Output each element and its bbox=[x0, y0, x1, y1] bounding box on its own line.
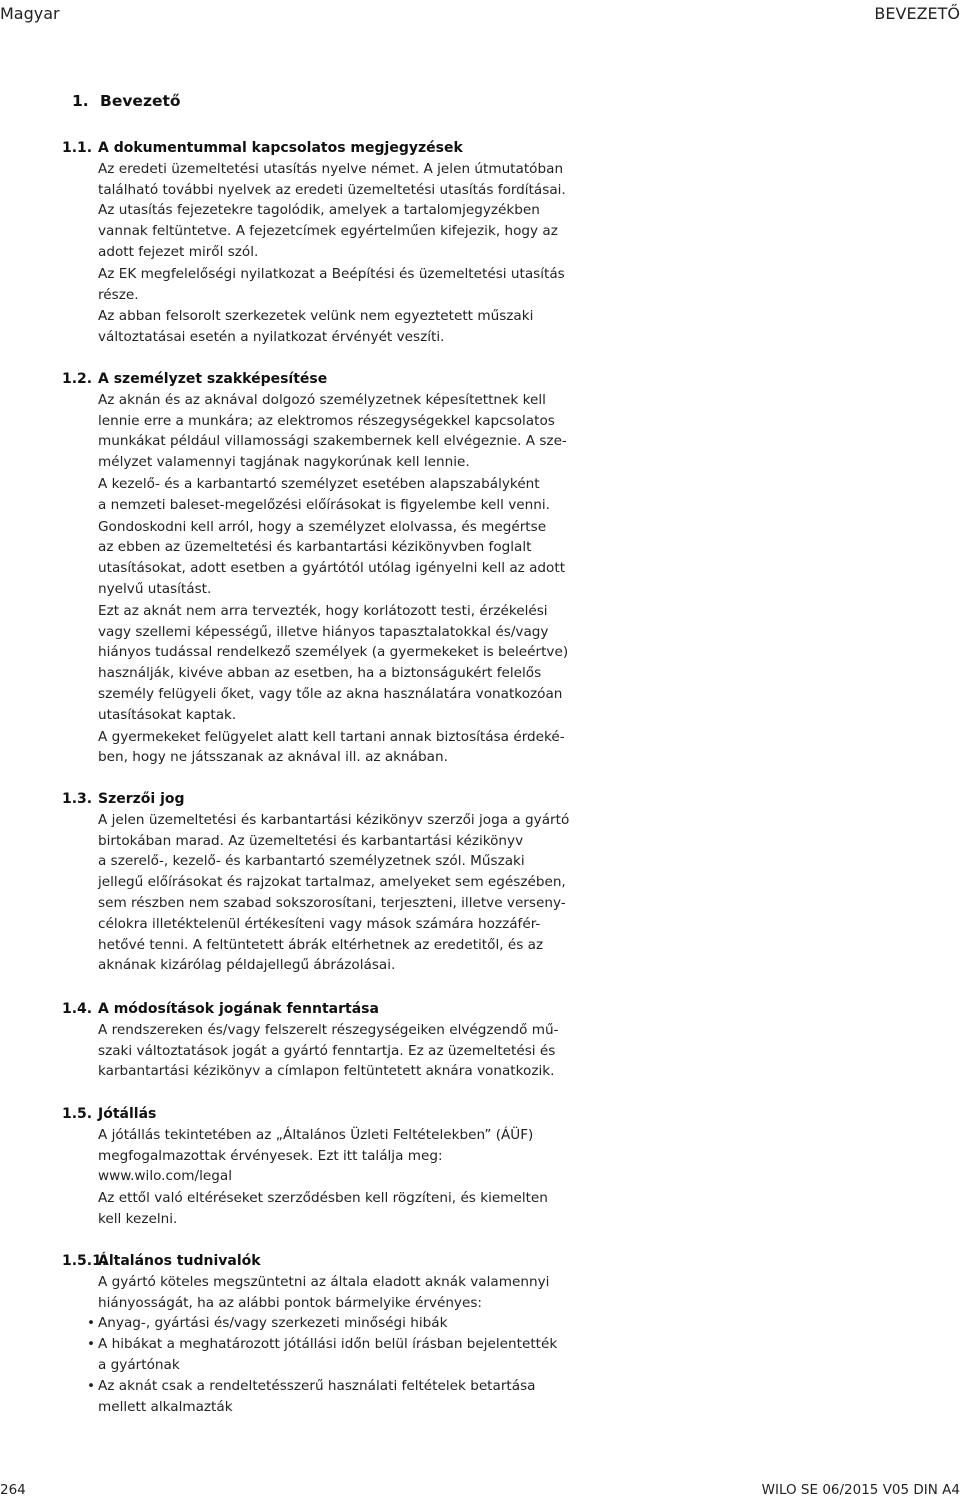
bullet-icon: • bbox=[87, 1315, 96, 1332]
section-body bbox=[98, 390, 582, 768]
text-line: a szerelő-, kezelő- és karbantartó személyzetnek szól. Műszaki bbox=[98, 853, 525, 870]
text-line: Ezt az aknát nem arra tervezték, hogy korlátozott testi, érzékelési bbox=[98, 602, 548, 619]
section-heading bbox=[62, 1104, 582, 1125]
bullet-list bbox=[87, 1313, 582, 1417]
document-meta: WILO SE 06/2015 V05 DIN A4 bbox=[761, 1482, 960, 1498]
text-line: A kezelő- és a karbantartó személyzet esetében alapszabályként bbox=[98, 475, 540, 492]
text-line: Gondoskodni kell arról, hogy a személyzet elolvassa, és megértse bbox=[98, 518, 547, 535]
text-line: célokra illetéktelenül értékesíteni vagy mások számára hozzáfér- bbox=[98, 915, 541, 932]
text-line: mélyzet valamennyi tagjának nagykorúnak kell lennie. bbox=[98, 454, 470, 471]
section-title: Jótállás bbox=[98, 1106, 157, 1122]
chapter-title: Bevezető bbox=[100, 92, 181, 110]
section-number: 1.2. bbox=[62, 371, 93, 387]
text-line: utasításokat kaptak. bbox=[98, 706, 237, 723]
text-line: Az ettől való eltéréseket szerződésben kell rögzíteni, és kiemelten bbox=[98, 1190, 548, 1207]
page-number: 264 bbox=[0, 1482, 26, 1498]
text-line: szaki változtatások jogát a gyártó fenntartja. Ez az üzemeltetési és bbox=[98, 1042, 556, 1059]
text-line: Az aknát csak a rendeltetésszerű használati feltételek betartása bbox=[98, 1377, 536, 1394]
text-line: vannak feltüntetve. A fejezetcímek egyértelműen kifejezik, hogy az bbox=[98, 223, 558, 240]
paragraph bbox=[98, 810, 582, 976]
running-header bbox=[0, 4, 960, 28]
text-line: karbantartási kézikönyv a címlapon feltüntetett aknára vonatkozik. bbox=[98, 1063, 555, 1080]
text-line: Anyag-, gyártási és/vagy szerkezeti minőségi hibák bbox=[98, 1315, 448, 1332]
text-line: mellett alkalmazták bbox=[98, 1398, 233, 1415]
section-title: Általános tudnivalók bbox=[98, 1253, 261, 1269]
text-line: változtatásai esetén a nyilatkozat érvényét veszíti. bbox=[98, 329, 445, 346]
text-line: található további nyelvek az eredeti üzemeltetési utasítás fordításai. bbox=[98, 181, 566, 198]
section-number: 1.1. bbox=[62, 140, 93, 156]
section-body bbox=[87, 1272, 582, 1418]
chapter-heading bbox=[72, 92, 181, 110]
section-1-1 bbox=[62, 138, 582, 348]
text-line: A gyártó köteles megszüntetni az általa eladott aknák valamennyi bbox=[98, 1273, 550, 1290]
section-number: 1.3. bbox=[62, 791, 93, 807]
text-line: használják, kivéve abban az esetben, ha a biztonságukért felelős bbox=[98, 665, 542, 682]
section-heading bbox=[62, 789, 582, 810]
paragraph bbox=[98, 1020, 582, 1082]
text-line: aknának kizárólag példajellegű ábrázolásai. bbox=[98, 957, 396, 974]
text-line: ben, hogy ne játsszanak az aknával ill. az aknában. bbox=[98, 749, 448, 766]
section-body bbox=[98, 159, 582, 348]
text-line: nyelvű utasítást. bbox=[98, 580, 212, 597]
page-footer bbox=[0, 1476, 960, 1498]
section-heading bbox=[62, 369, 582, 390]
paragraph bbox=[98, 474, 582, 516]
text-line: hiányosságát, ha az alábbi pontok bármelyike érvényes: bbox=[98, 1294, 483, 1311]
text-line: Az utasítás fejezetekre tagolódik, amelyek a tartalomjegyzékben bbox=[98, 202, 540, 219]
section-title: Szerzői jog bbox=[98, 791, 185, 807]
text-line: az ebben az üzemeltetési és karbantartási kézikönyvben foglalt bbox=[98, 539, 532, 556]
text-line: hetővé tenni. A feltüntetett ábrák eltérhetnek az eredetitől, és az bbox=[98, 936, 544, 953]
text-line: Az aknán és az aknával dolgozó személyzetnek képesítettnek kell bbox=[98, 391, 546, 408]
section-heading bbox=[62, 1251, 582, 1272]
section-number: 1.5. bbox=[62, 1106, 93, 1122]
section-heading bbox=[62, 999, 582, 1020]
section-1-2 bbox=[62, 369, 582, 768]
section-1-3 bbox=[62, 789, 582, 976]
section-1-4 bbox=[62, 999, 582, 1082]
section-1-5 bbox=[62, 1104, 582, 1230]
text-line: utasításokat, adott esetben a gyártótól utólag igényelni kell az adott bbox=[98, 560, 566, 577]
section-heading bbox=[62, 138, 582, 159]
paragraph bbox=[98, 390, 582, 473]
paragraph bbox=[98, 264, 582, 306]
text-line: Az eredeti üzemeltetési utasítás nyelve német. A jelen útmutatóban bbox=[98, 160, 564, 177]
section-number: 1.4. bbox=[62, 1001, 93, 1017]
text-line: A jelen üzemeltetési és karbantartási kézikönyv szerzői joga a gyártó bbox=[98, 811, 570, 828]
text-line: hiányos tudással rendelkező személyek (a gyermekeket is beleértve) bbox=[98, 644, 569, 661]
text-line: munkákat például villamossági szakembernek kell elvégeznie. A sze- bbox=[98, 433, 567, 450]
text-line: adott fejezet miről szól. bbox=[98, 243, 259, 260]
text-line: lennie erre a munkára; az elektromos részegységekkel kapcsolatos bbox=[98, 412, 555, 429]
paragraph bbox=[98, 1125, 582, 1187]
section-title: A módosítások jogának fenntartása bbox=[98, 1001, 379, 1017]
bullet-icon: • bbox=[87, 1336, 96, 1353]
section-body bbox=[98, 810, 582, 976]
section-number: 1.5.1. bbox=[62, 1253, 108, 1269]
text-line: A rendszereken és/vagy felszerelt részegységeiken elvégzendő mű- bbox=[98, 1021, 559, 1038]
text-line: A gyermekeket felügyelet alatt kell tartani annak biztosítása érdeké- bbox=[98, 728, 565, 745]
paragraph bbox=[98, 306, 582, 348]
list-item bbox=[87, 1376, 582, 1418]
text-line: Az abban felsorolt szerkezetek velünk nem egyeztetett műszaki bbox=[98, 308, 534, 325]
text-line: A hibákat a meghatározott jótállási időn belül írásban bejelentették bbox=[98, 1336, 558, 1353]
list-item bbox=[87, 1334, 582, 1376]
paragraph bbox=[98, 1272, 582, 1314]
text-line: a nemzeti baleset-megelőzési előírásokat is figyelembe kell venni. bbox=[98, 496, 550, 513]
paragraph bbox=[98, 517, 582, 600]
text-line: személy felügyeli őket, vagy tőle az akna használatára vonatkozóan bbox=[98, 685, 563, 702]
text-line: része. bbox=[98, 286, 139, 303]
bullet-icon: • bbox=[87, 1377, 96, 1394]
section-body bbox=[98, 1020, 582, 1082]
chapter-number: 1. bbox=[72, 92, 89, 110]
text-line: Az EK megfelelőségi nyilatkozat a Beépítési és üzemeltetési utasítás bbox=[98, 265, 565, 282]
section-1-5-1 bbox=[62, 1251, 582, 1417]
text-line: kell kezelni. bbox=[98, 1210, 178, 1227]
text-line: birtokában marad. Az üzemeltetési és karbantartási kézikönyv bbox=[98, 832, 524, 849]
text-line: a gyártónak bbox=[98, 1356, 180, 1373]
list-item bbox=[87, 1313, 582, 1334]
text-line: megfogalmazottak érvényesek. Ezt itt találja meg: bbox=[98, 1147, 443, 1164]
section-title: A dokumentummal kapcsolatos megjegyzések bbox=[98, 140, 463, 156]
paragraph bbox=[98, 1188, 582, 1230]
text-line: jellegű előírásokat és rajzokat tartalmaz, amelyeket sem egészében, bbox=[98, 874, 566, 891]
paragraph bbox=[98, 159, 582, 263]
text-line: sem részben nem szabad sokszorosítani, terjeszteni, illetve verseny- bbox=[98, 894, 566, 911]
text-line: A jótállás tekintetében az „Általános Üzleti Feltételekben” (ÁÜF) bbox=[98, 1126, 534, 1143]
paragraph bbox=[98, 727, 582, 769]
text-line: vagy szellemi képességű, illetve hiányos tapasztalatokkal és/vagy bbox=[98, 623, 549, 640]
text-line: www.wilo.com/legal bbox=[98, 1168, 232, 1185]
header-chapter: BEVEZETŐ bbox=[874, 4, 960, 23]
header-language: Magyar bbox=[0, 4, 60, 23]
section-body bbox=[98, 1125, 582, 1230]
paragraph bbox=[98, 601, 582, 726]
section-title: A személyzet szakképesítése bbox=[98, 371, 328, 387]
